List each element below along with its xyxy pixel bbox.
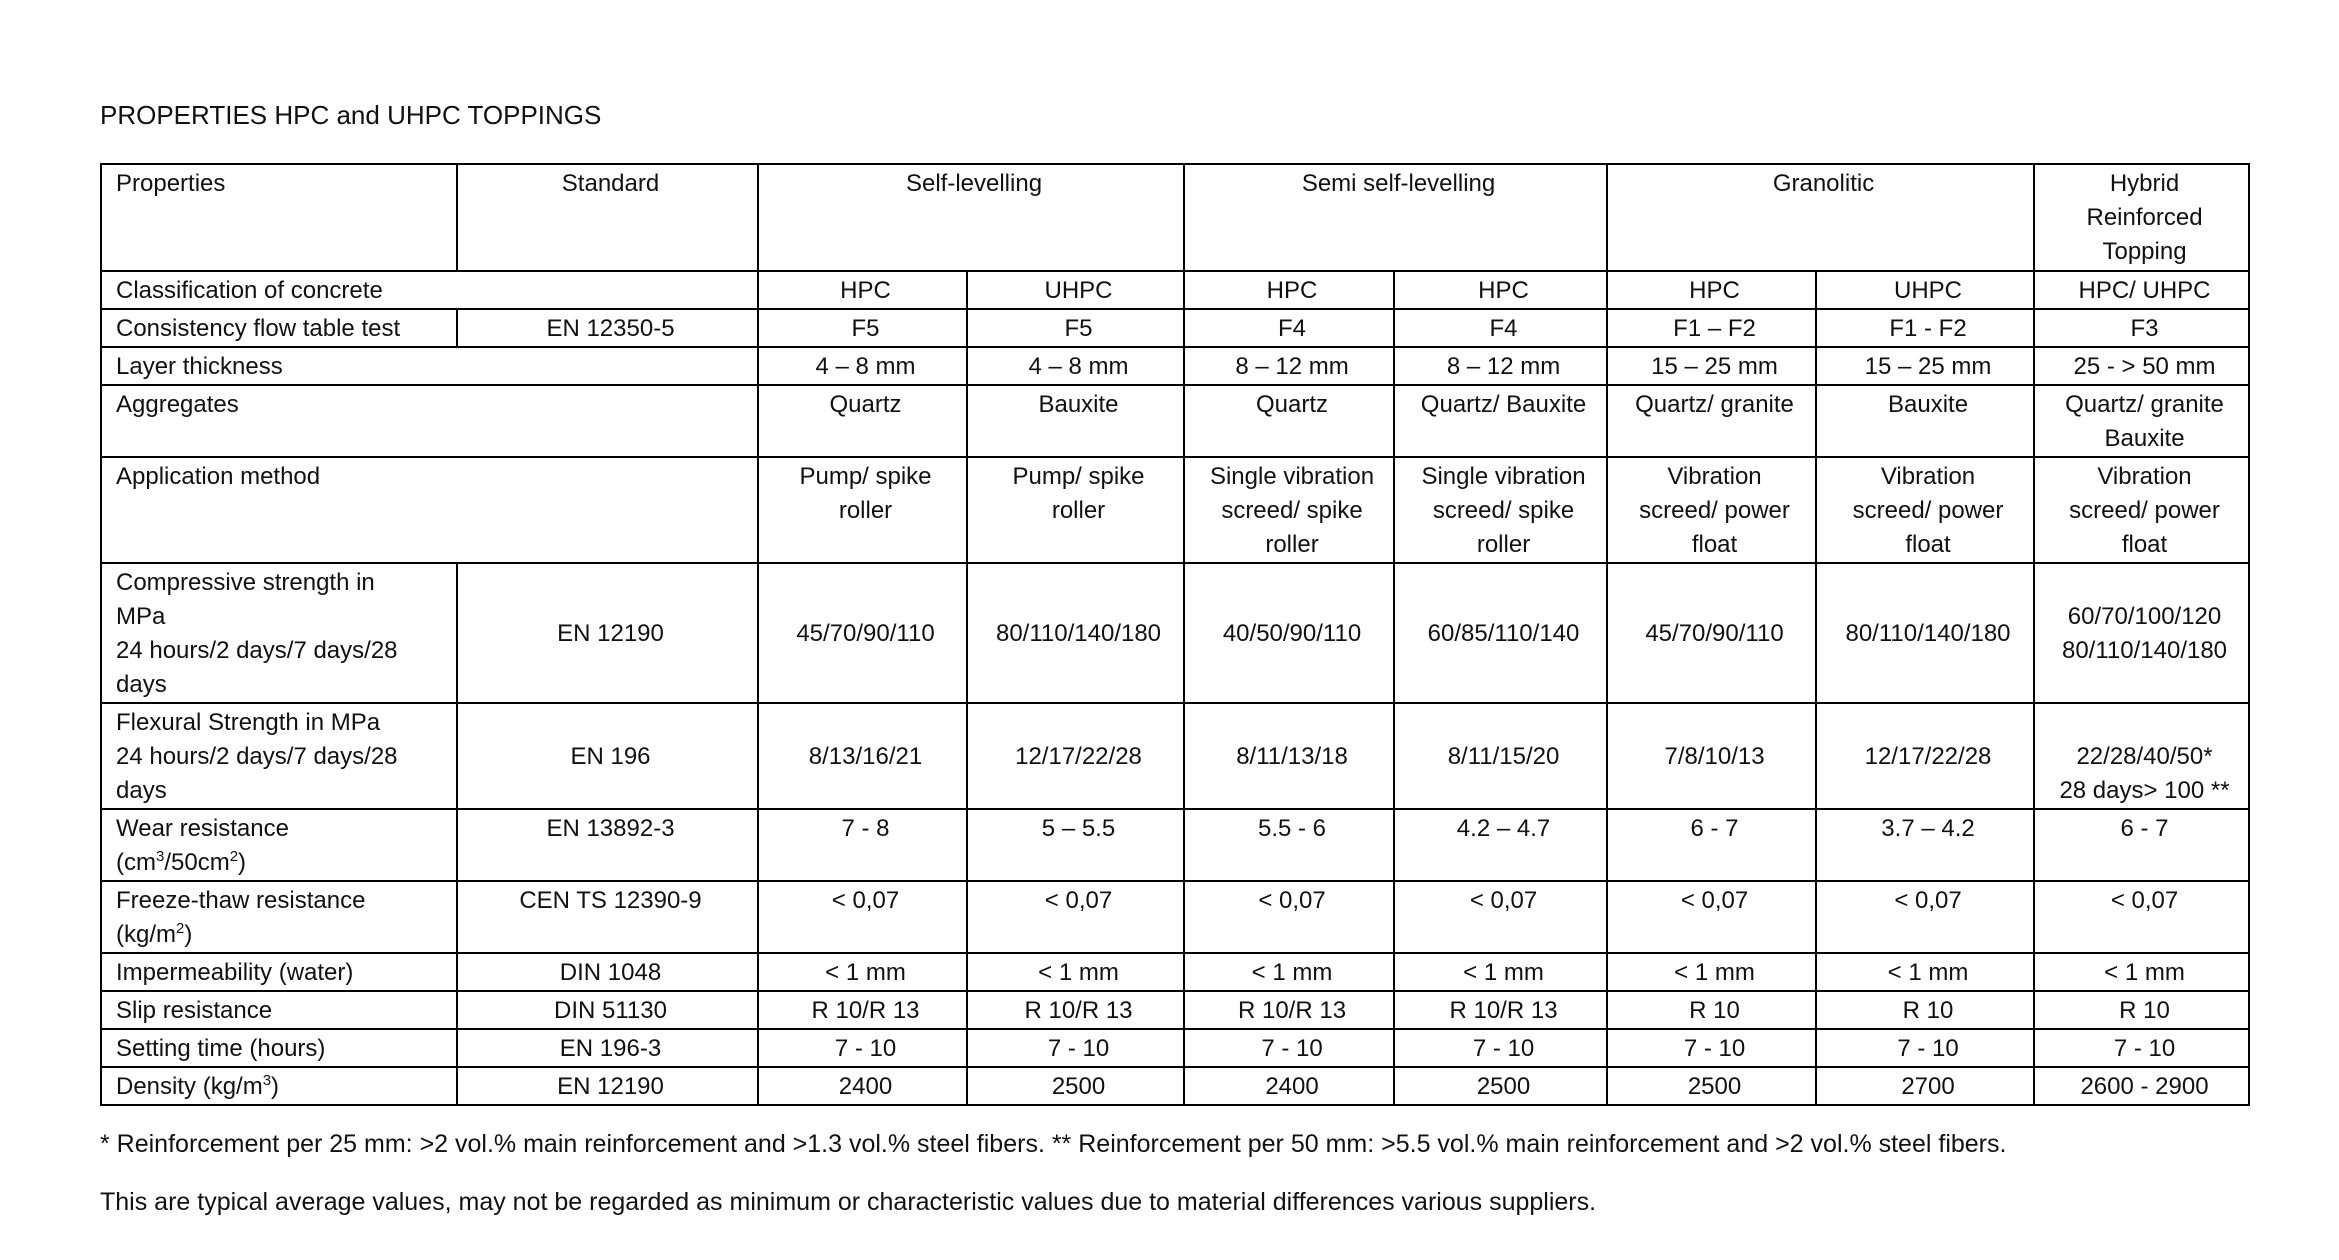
table-cell: R 10/R 13	[1184, 991, 1394, 1029]
table-cell: R 10	[2034, 991, 2249, 1029]
table-cell: R 10/R 13	[758, 991, 967, 1029]
table-cell: 45/70/90/110	[1607, 563, 1816, 703]
row-standard: CEN TS 12390-9	[457, 881, 758, 953]
row-compressive-strength	[101, 563, 2249, 703]
table-cell: 4.2 – 4.7	[1394, 809, 1607, 881]
row-label	[101, 881, 457, 953]
row-impermeability	[101, 953, 2249, 991]
table-cell: HPC	[1184, 271, 1394, 309]
label-part: )	[184, 921, 193, 948]
cell-line: screed/ power	[1852, 497, 2004, 524]
label-part: )	[238, 849, 247, 876]
table-cell: 7 - 10	[967, 1029, 1184, 1067]
cell-line: roller	[1265, 531, 1319, 558]
footnote-reinforcement: * Reinforcement per 25 mm: >2 vol.% main reinforcement and >1.3 vol.% steel fibers. ** Reinforcement per 50 mm: >5.5 vol.% main reinforcement and >2 vol.% steel fibers.	[100, 1130, 2007, 1158]
table-cell: 7/8/10/13	[1607, 703, 1816, 809]
row-standard: EN 196-3	[457, 1029, 758, 1067]
table-cell: 8/11/13/18	[1184, 703, 1394, 809]
table-cell: 7 - 10	[1184, 1029, 1394, 1067]
header-hybrid-line: Topping	[2102, 238, 2187, 265]
table-cell: < 0,07	[1394, 881, 1607, 953]
table-cell: F1 - F2	[1816, 309, 2034, 347]
table-cell: 8/11/15/20	[1394, 703, 1607, 809]
table-cell	[1607, 457, 1816, 563]
table-cell: 4 – 8 mm	[758, 347, 967, 385]
table-cell: 7 - 10	[2034, 1029, 2249, 1067]
cell-line: float	[1905, 531, 1951, 558]
row-standard: EN 12350-5	[457, 309, 758, 347]
footnote-typical-values: This are typical average values, may not be regarded as minimum or characteristic values due to material differences various suppliers.	[100, 1188, 1597, 1216]
row-classification	[101, 271, 2249, 309]
cell-line: Vibration	[1880, 463, 1976, 490]
table-cell: < 0,07	[1184, 881, 1394, 953]
header-hybrid-line: Hybrid	[2109, 170, 2180, 197]
label-line: Wear resistance	[116, 815, 289, 842]
table-cell: 2700	[1816, 1067, 2034, 1105]
table-cell: < 1 mm	[1816, 953, 2034, 991]
cell-line: Single vibration	[1421, 463, 1586, 490]
label-line: MPa	[116, 603, 166, 630]
cell-line: screed/ power	[1639, 497, 1790, 524]
row-density	[101, 1067, 2249, 1105]
cell-line: roller	[1476, 531, 1531, 558]
table-cell: < 1 mm	[967, 953, 1184, 991]
row-standard: EN 196	[457, 703, 758, 809]
superscript: 2	[229, 848, 239, 865]
table-cell: 80/110/140/180	[967, 563, 1184, 703]
table-cell: R 10	[1816, 991, 2034, 1029]
cell-line: screed/ power	[2069, 497, 2220, 524]
row-slip-resistance	[101, 991, 2249, 1029]
cell-line: Bauxite	[2104, 425, 2185, 452]
table-cell	[2034, 703, 2249, 809]
table-cell: 45/70/90/110	[758, 563, 967, 703]
table-cell	[2034, 563, 2249, 703]
table-cell: 7 - 10	[1816, 1029, 2034, 1067]
label-part: /50cm	[164, 849, 230, 876]
cell-line: 60/70/100/120	[2067, 603, 2222, 630]
row-label: Slip resistance	[101, 991, 457, 1029]
row-standard: DIN 1048	[457, 953, 758, 991]
superscript: 3	[262, 1072, 272, 1089]
row-label: Aggregates	[101, 385, 758, 457]
table-cell: 5 – 5.5	[967, 809, 1184, 881]
table-cell	[1394, 457, 1607, 563]
row-label	[101, 563, 457, 703]
header-hybrid-reinforced-topping	[2034, 164, 2249, 271]
row-freeze-thaw-resistance	[101, 881, 2249, 953]
table-cell: 12/17/22/28	[1816, 703, 2034, 809]
label-line: Flexural Strength in MPa	[116, 709, 381, 736]
table-cell	[1816, 457, 2034, 563]
cell-line: float	[1691, 531, 1738, 558]
table-cell: < 0,07	[967, 881, 1184, 953]
table-cell: < 1 mm	[1394, 953, 1607, 991]
header-standard: Standard	[457, 164, 758, 271]
table-cell: < 1 mm	[1607, 953, 1816, 991]
table-cell: Bauxite	[967, 385, 1184, 457]
row-consistency	[101, 309, 2249, 347]
cell-line: roller	[1051, 497, 1106, 524]
label-line: days	[116, 777, 167, 804]
superscript: 2	[176, 920, 185, 937]
table-cell: 40/50/90/110	[1184, 563, 1394, 703]
table-cell: 3.7 – 4.2	[1816, 809, 2034, 881]
row-label: Consistency flow table test	[101, 309, 457, 347]
table-cell: < 1 mm	[1184, 953, 1394, 991]
table-cell: 5.5 - 6	[1184, 809, 1394, 881]
table-cell: < 0,07	[2034, 881, 2249, 953]
row-setting-time	[101, 1029, 2249, 1067]
cell-line: Quartz/ granite	[2065, 391, 2224, 418]
header-semi-self-levelling: Semi self-levelling	[1184, 164, 1607, 271]
row-label: Impermeability (water)	[101, 953, 457, 991]
table-cell: < 1 mm	[2034, 953, 2249, 991]
table-cell: UHPC	[1816, 271, 2034, 309]
table-cell: F1 – F2	[1607, 309, 1816, 347]
table-cell: F5	[967, 309, 1184, 347]
cell-line: 28 days> 100 **	[2059, 777, 2230, 804]
table-cell: R 10/R 13	[967, 991, 1184, 1029]
table-cell: Quartz/ granite	[1607, 385, 1816, 457]
row-layer-thickness	[101, 347, 2249, 385]
table-cell	[758, 457, 967, 563]
table-cell: 15 – 25 mm	[1816, 347, 2034, 385]
row-standard: EN 12190	[457, 1067, 758, 1105]
table-cell: 8 – 12 mm	[1394, 347, 1607, 385]
row-aggregates	[101, 385, 2249, 457]
page-title: PROPERTIES HPC and UHPC TOPPINGS	[100, 100, 602, 130]
table-cell: 2500	[1607, 1067, 1816, 1105]
table-cell: UHPC	[967, 271, 1184, 309]
table-cell: HPC/ UHPC	[2034, 271, 2249, 309]
row-wear-resistance	[101, 809, 2249, 881]
table-cell: 2400	[758, 1067, 967, 1105]
table-cell: 4 – 8 mm	[967, 347, 1184, 385]
cell-line: screed/ spike	[1432, 497, 1575, 524]
table-cell: < 0,07	[758, 881, 967, 953]
table-cell: 7 - 8	[758, 809, 967, 881]
table-cell: 2400	[1184, 1067, 1394, 1105]
table-cell: 8/13/16/21	[758, 703, 967, 809]
table-cell: 7 - 10	[1607, 1029, 1816, 1067]
label-line: Freeze-thaw resistance	[116, 887, 366, 914]
table-cell: < 1 mm	[758, 953, 967, 991]
cell-line: roller	[838, 497, 893, 524]
label-line: 24 hours/2 days/7 days/28	[116, 743, 398, 770]
cell-line: 22/28/40/50*	[2076, 743, 2213, 770]
table-cell: 7 - 10	[1394, 1029, 1607, 1067]
table-cell: 2500	[1394, 1067, 1607, 1105]
table-cell: 6 - 7	[1607, 809, 1816, 881]
row-label	[101, 1067, 457, 1105]
cell-line: 80/110/140/180	[2061, 637, 2228, 664]
table-cell: HPC	[1394, 271, 1607, 309]
label-line: 24 hours/2 days/7 days/28	[116, 637, 398, 664]
header-self-levelling: Self-levelling	[758, 164, 1184, 271]
label-line: days	[116, 671, 167, 698]
table-cell: 60/85/110/140	[1394, 563, 1607, 703]
label-part: (kg/m	[116, 921, 176, 948]
table-cell: HPC	[758, 271, 967, 309]
row-application-method	[101, 457, 2249, 563]
properties-table	[100, 163, 2250, 1106]
table-cell: F4	[1394, 309, 1607, 347]
row-standard: EN 13892-3	[457, 809, 758, 881]
label-part: )	[271, 1073, 280, 1100]
label-line	[116, 918, 448, 952]
table-cell: F4	[1184, 309, 1394, 347]
table-cell: R 10/R 13	[1394, 991, 1607, 1029]
table-cell: 25 - > 50 mm	[2034, 347, 2249, 385]
header-hybrid-line: Reinforced	[2086, 204, 2203, 231]
label-line: Compressive strength in	[116, 569, 375, 596]
row-label	[101, 703, 457, 809]
header-granolitic: Granolitic	[1607, 164, 2034, 271]
table-cell	[2034, 457, 2249, 563]
cell-line: Vibration	[2097, 463, 2192, 490]
table-cell: F3	[2034, 309, 2249, 347]
row-label: Layer thickness	[101, 347, 758, 385]
table-cell: < 0,07	[1816, 881, 2034, 953]
cell-line: screed/ spike	[1221, 497, 1363, 524]
superscript: 3	[155, 848, 165, 865]
cell-line: float	[2121, 531, 2168, 558]
table-cell: 8 – 12 mm	[1184, 347, 1394, 385]
table-cell: 2500	[967, 1067, 1184, 1105]
table-cell	[967, 457, 1184, 563]
table-cell: 15 – 25 mm	[1607, 347, 1816, 385]
row-flexural-strength	[101, 703, 2249, 809]
label-part: Density (kg/m	[116, 1073, 263, 1100]
row-label	[101, 809, 457, 881]
table-cell: F5	[758, 309, 967, 347]
table-cell	[1184, 457, 1394, 563]
table-cell: 7 - 10	[758, 1029, 967, 1067]
table-cell: 80/110/140/180	[1816, 563, 2034, 703]
cell-line: Pump/ spike	[799, 463, 932, 490]
label-part: (cm	[116, 849, 156, 876]
cell-line: Vibration	[1667, 463, 1762, 490]
table-cell: < 0,07	[1607, 881, 1816, 953]
row-label: Classification of concrete	[101, 271, 758, 309]
table-cell: 12/17/22/28	[967, 703, 1184, 809]
table-cell: HPC	[1607, 271, 1816, 309]
table-cell: Bauxite	[1816, 385, 2034, 457]
table-cell: Quartz	[1184, 385, 1394, 457]
table-cell: Quartz/ Bauxite	[1394, 385, 1607, 457]
cell-line: Pump/ spike	[1012, 463, 1145, 490]
header-properties: Properties	[101, 164, 457, 271]
header-row	[101, 164, 2249, 271]
table-cell: Quartz	[758, 385, 967, 457]
row-standard: DIN 51130	[457, 991, 758, 1029]
table-cell: R 10	[1607, 991, 1816, 1029]
row-label: Setting time (hours)	[101, 1029, 457, 1067]
cell-line: Single vibration	[1209, 463, 1375, 490]
row-standard: EN 12190	[457, 563, 758, 703]
table-cell: 6 - 7	[2034, 809, 2249, 881]
label-line	[116, 846, 448, 880]
table-cell	[2034, 385, 2249, 457]
table-cell: 2600 - 2900	[2034, 1067, 2249, 1105]
row-label: Application method	[101, 457, 758, 563]
